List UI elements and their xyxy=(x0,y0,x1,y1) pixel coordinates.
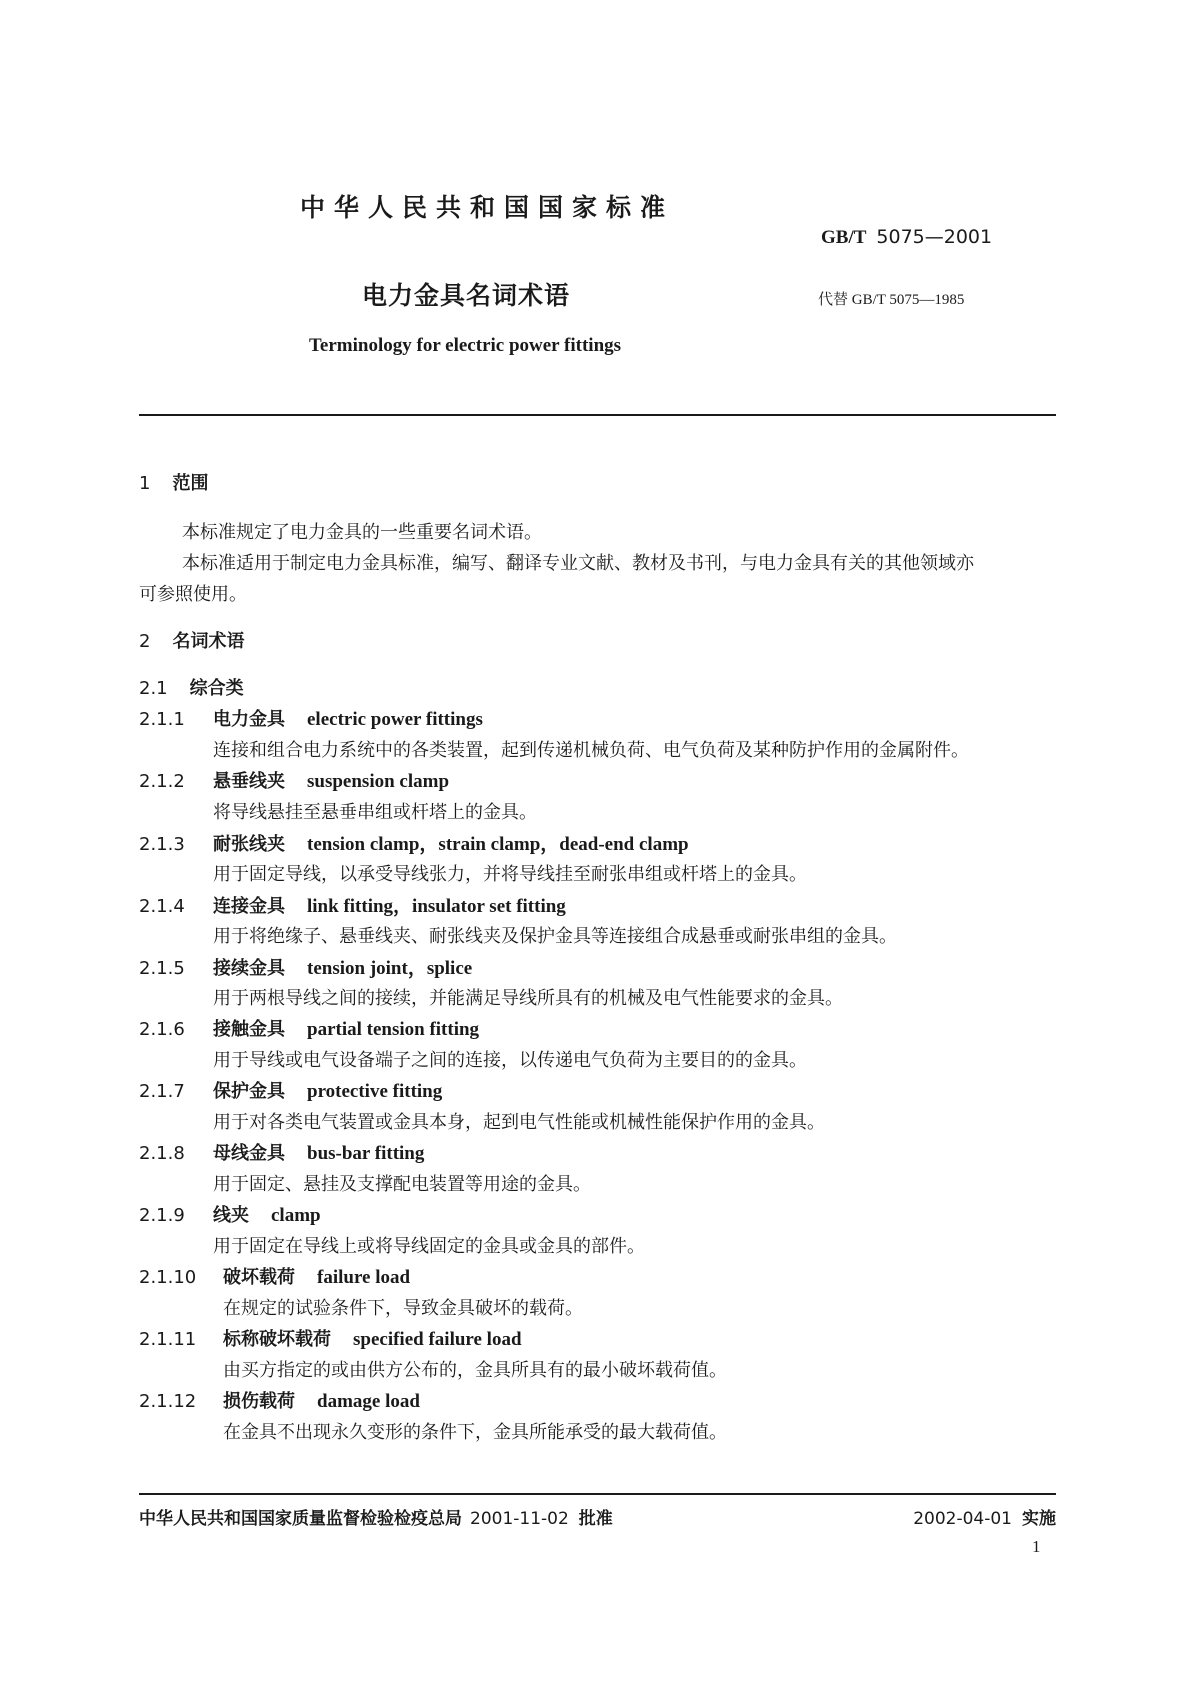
term-cn: 标称破坏载荷 xyxy=(223,1329,331,1350)
term-cn: 接触金具 xyxy=(213,1019,285,1040)
term-number: 2.1.3 xyxy=(139,834,185,855)
implementation-date: 2002-04-01 xyxy=(913,1509,1012,1529)
term-entry xyxy=(139,1387,420,1413)
term-definition: 由买方指定的或由供方公布的，金具所具有的最小破坏载荷值。 xyxy=(223,1360,727,1381)
document-title-cn: 电力金具名词术语 xyxy=(362,281,571,310)
term-number: 2.1.12 xyxy=(139,1391,197,1412)
term-number: 2.1.8 xyxy=(139,1143,185,1164)
footer-rule xyxy=(139,1493,1056,1495)
standard-prefix: GB/T xyxy=(821,227,867,248)
term-en: tension clamp，strain clamp，dead-end clamp xyxy=(307,834,689,855)
section-1-heading xyxy=(139,469,208,495)
term-cn: 损伤载荷 xyxy=(223,1391,295,1412)
issue-approval-word: 批准 xyxy=(578,1509,613,1529)
term-en: clamp xyxy=(271,1205,321,1226)
standard-number: 5075—2001 xyxy=(876,226,993,248)
term-entry xyxy=(139,1015,479,1041)
term-en: suspension clamp xyxy=(307,771,450,792)
term-cn: 悬垂线夹 xyxy=(213,771,285,792)
section-1-title: 范围 xyxy=(172,473,209,494)
term-entry xyxy=(139,705,483,731)
term-en: damage load xyxy=(317,1391,420,1412)
term-number: 2.1.11 xyxy=(139,1329,197,1350)
implementation-word: 实施 xyxy=(1022,1509,1056,1529)
term-number: 2.1.2 xyxy=(139,771,185,792)
term-number: 2.1.9 xyxy=(139,1205,185,1226)
term-definition: 连接和组合电力系统中的各类装置，起到传递机械负荷、电气负荷及某种防护作用的金属附件。 xyxy=(213,740,969,761)
document-title-en: Terminology for electric power fittings xyxy=(309,335,622,356)
issuer-name: 中华人民共和国国家质量监督检验检疫总局 xyxy=(139,1509,462,1529)
term-number: 2.1.1 xyxy=(139,709,185,730)
term-en: link fitting，insulator set fitting xyxy=(307,896,566,917)
term-number: 2.1.7 xyxy=(139,1081,185,1102)
term-cn: 保护金具 xyxy=(213,1081,285,1102)
term-definition: 用于固定在导线上或将导线固定的金具或金具的部件。 xyxy=(213,1236,645,1257)
term-entry xyxy=(139,1263,410,1289)
term-definition: 用于将绝缘子、悬垂线夹、耐张线夹及保护金具等连接组合成悬垂或耐张串组的金具。 xyxy=(213,926,897,947)
term-entry xyxy=(139,1139,424,1165)
issue-date: 2001-11-02 xyxy=(470,1509,569,1529)
subsection-2-1-number: 2.1 xyxy=(139,678,168,699)
term-cn: 接续金具 xyxy=(213,958,285,979)
term-cn: 破坏载荷 xyxy=(223,1267,295,1288)
term-definition: 将导线悬挂至悬垂串组或杆塔上的金具。 xyxy=(213,802,537,823)
term-entry xyxy=(139,829,689,856)
scope-paragraph-1: 本标准规定了电力金具的一些重要名词术语。 xyxy=(182,522,542,543)
term-cn: 电力金具 xyxy=(213,709,285,730)
header-rule xyxy=(139,414,1056,416)
term-number: 2.1.10 xyxy=(139,1267,197,1288)
section-2-title: 名词术语 xyxy=(172,631,245,652)
scope-paragraph-2-line-2: 可参照使用。 xyxy=(139,584,247,605)
term-en: specified failure load xyxy=(353,1329,522,1350)
term-entry xyxy=(139,891,566,918)
page-number: 1 xyxy=(1032,1537,1041,1556)
term-entry xyxy=(139,767,449,793)
term-en: electric power fittings xyxy=(307,709,483,730)
term-number: 2.1.4 xyxy=(139,896,185,917)
subsection-2-1-heading xyxy=(139,674,244,700)
term-entry xyxy=(139,1077,442,1103)
term-en: protective fitting xyxy=(307,1081,443,1102)
replaces-standard: 代替 GB/T 5075—1985 xyxy=(818,292,965,308)
national-standard-title: 中华人民共和国国家标准 xyxy=(300,193,675,222)
term-definition: 用于固定导线，以承受导线张力，并将导线挂至耐张串组或杆塔上的金具。 xyxy=(213,864,807,885)
subsection-2-1-title: 综合类 xyxy=(189,678,244,699)
section-2-heading xyxy=(139,627,244,653)
issuer-line xyxy=(139,1504,613,1529)
term-definition: 用于固定、悬挂及支撑配电装置等用途的金具。 xyxy=(213,1174,591,1195)
term-definition: 在金具不出现永久变形的条件下，金具所能承受的最大载荷值。 xyxy=(223,1422,727,1443)
term-definition: 用于两根导线之间的接续，并能满足导线所具有的机械及电气性能要求的金具。 xyxy=(213,988,843,1009)
term-definition: 用于导线或电气设备端子之间的连接，以传递电气负荷为主要目的的金具。 xyxy=(213,1050,807,1071)
term-cn: 耐张线夹 xyxy=(213,834,285,855)
term-cn: 母线金具 xyxy=(213,1143,285,1164)
term-cn: 线夹 xyxy=(213,1205,249,1226)
scope-paragraph-2-line-1: 本标准适用于制定电力金具标准，编写、翻译专业文献、教材及书刊，与电力金具有关的其他领域亦 xyxy=(182,553,974,574)
term-entry xyxy=(139,1201,321,1227)
term-en: failure load xyxy=(317,1267,411,1288)
term-entry xyxy=(139,953,472,980)
term-number: 2.1.6 xyxy=(139,1019,185,1040)
section-1-number: 1 xyxy=(139,473,151,494)
term-definition: 用于对各类电气装置或金具本身，起到电气性能或机械性能保护作用的金具。 xyxy=(213,1112,825,1133)
term-cn: 连接金具 xyxy=(213,896,285,917)
implementation-line xyxy=(913,1504,1056,1529)
term-en: partial tension fitting xyxy=(307,1019,480,1040)
standard-code xyxy=(821,226,992,249)
term-definition: 在规定的试验条件下，导致金具破坏的载荷。 xyxy=(223,1298,583,1319)
term-en: tension joint，splice xyxy=(307,958,473,979)
term-en: bus-bar fitting xyxy=(307,1143,425,1164)
term-entry xyxy=(139,1325,522,1351)
term-number: 2.1.5 xyxy=(139,958,185,979)
section-2-number: 2 xyxy=(139,631,151,652)
